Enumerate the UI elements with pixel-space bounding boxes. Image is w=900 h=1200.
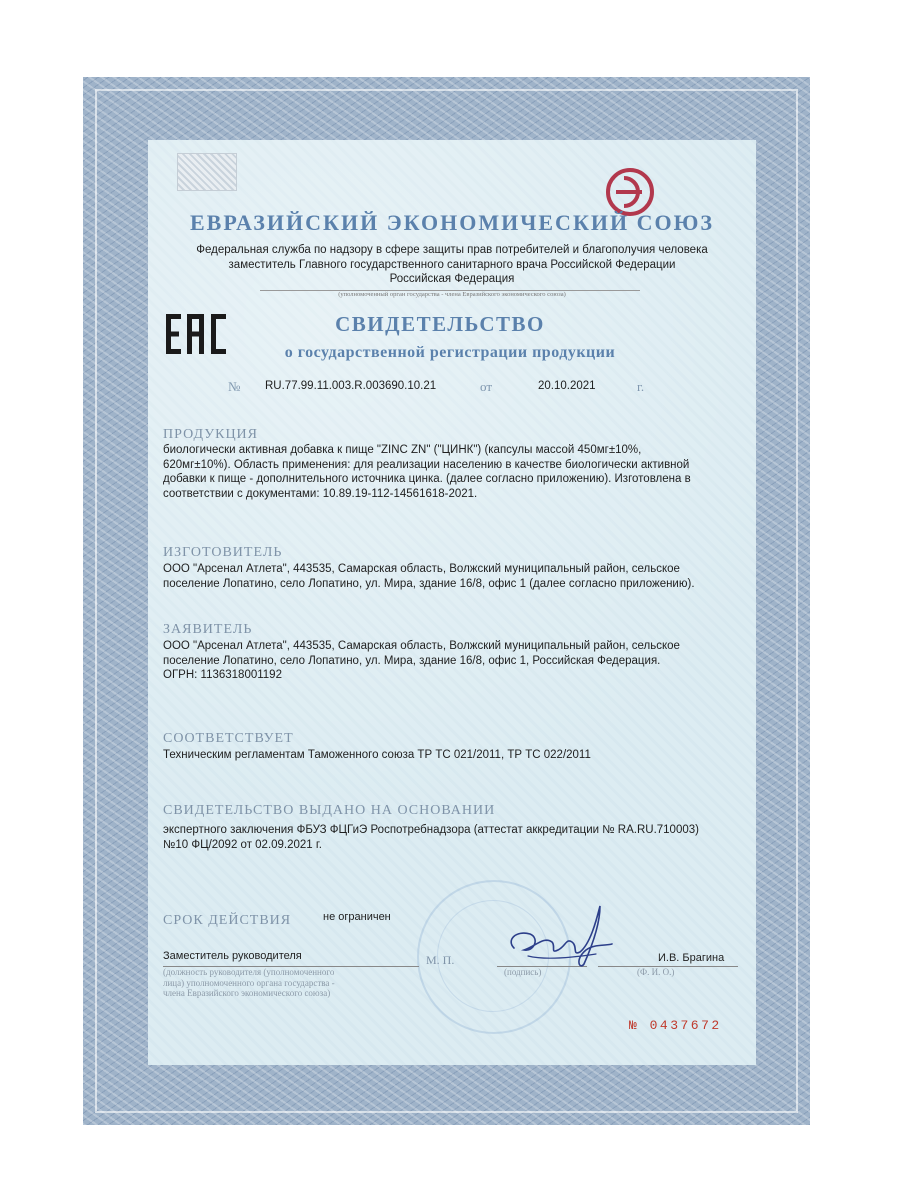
agency-block — [150, 243, 754, 287]
manufacturer-line-1: ООО "Арсенал Атлета", 443535, Самарская область, Волжский муниципальный район, сельское — [163, 563, 680, 575]
applicant-line-2: поселение Лопатино, село Лопатино, ул. Мира, здание 16/8, офис 1, Российская Федерация. — [163, 654, 661, 667]
product-line-3: добавки к пище - дополнительного источника цинка. (далее согласно приложению). Изготовлена в — [163, 473, 691, 486]
signatory-name: И.В. Брагина — [658, 952, 725, 964]
position-hint-line-3: члена Евразийского экономического союза) — [163, 988, 331, 998]
basis-text — [163, 823, 755, 852]
manufacturer-label: ИЗГОТОВИТЕЛЬ — [163, 545, 283, 560]
union-title: ЕВРАЗИЙСКИЙ ЭКОНОМИЧЕСКИЙ СОЮЗ — [189, 210, 715, 235]
applicant-label: ЗАЯВИТЕЛЬ — [163, 622, 253, 637]
agency-hint: (уполномоченный орган государства - члена Евразийского экономического союза) — [338, 291, 566, 298]
product-text — [163, 443, 755, 501]
product-line-2: 620мг±10%). Область применения: для реализации населению в качестве биологически активной — [163, 458, 690, 471]
basis-line-2: №10 ФЦ/2092 от 02.09.2021 г. — [163, 838, 322, 851]
agency-line-1: Федеральная служба по надзору в сфере защиты прав потребителей и благополучия человека — [196, 244, 708, 256]
manufacturer-text — [163, 562, 755, 591]
certificate-date: 20.10.2021 — [538, 380, 596, 392]
conformity-text: Техническим регламентам Таможенного союза ТР ТС 021/2011, ТР ТС 022/2011 — [163, 749, 591, 761]
position-hint — [163, 967, 335, 999]
agency-line-2: заместитель Главного государственного санитарного врача Российской Федерации — [228, 258, 676, 271]
signatory-position: Заместитель руководителя — [163, 950, 302, 962]
date-label: от — [480, 379, 493, 394]
certificate-title: СВИДЕТЕЛЬСТВО — [335, 312, 545, 336]
signature-hint: (подпись) — [504, 967, 542, 977]
number-label: № — [228, 379, 241, 394]
certificate-subtitle: о государственной регистрации продукции — [284, 344, 616, 361]
seal-place-label: М. П. — [426, 953, 455, 967]
validity-label: СРОК ДЕЙСТВИЯ — [163, 913, 292, 928]
product-line-4: соответствии с документами: 10.89.19-112-14561618-2021. — [163, 487, 478, 500]
product-line-1: биологически активная добавка к пище "ZINC ZN" ("ЦИНК") (капсулы массой 450мг±10%, — [163, 444, 642, 456]
applicant-text — [163, 639, 755, 683]
certificate-number: RU.77.99.11.003.R.003690.10.21 — [265, 380, 437, 392]
eac-logo-icon — [164, 312, 234, 356]
basis-label: СВИДЕТЕЛЬСТВО ВЫДАНО НА ОСНОВАНИИ — [163, 803, 496, 818]
position-hint-line-1: (должность руководителя (уполномоченного — [163, 967, 335, 977]
manufacturer-line-2: поселение Лопатино, село Лопатино, ул. Мира, здание 16/8, офис 1 (далее согласно приложению). — [163, 577, 695, 590]
form-serial-number: № 0437672 — [629, 1018, 722, 1033]
applicant-line-1: ООО "Арсенал Атлета", 443535, Самарская область, Волжский муниципальный район, сельское — [163, 640, 680, 652]
name-hint: (Ф. И. О.) — [637, 967, 675, 977]
hologram-sticker — [177, 153, 237, 191]
applicant-line-3: ОГРН: 1136318001192 — [163, 669, 282, 682]
agency-line-3: Российская Федерация — [389, 273, 515, 285]
basis-line-1: экспертного заключения ФБУЗ ФЦГиЭ Роспотребнадзора (аттестат аккредитации № RA.RU.710003) — [163, 824, 699, 836]
validity-value: не ограничен — [323, 911, 391, 923]
position-hint-line-2: лица) уполномоченного органа государства - — [163, 977, 335, 988]
year-suffix: г. — [637, 379, 645, 394]
conformity-label: СООТВЕТСТВУЕТ — [163, 731, 294, 746]
product-label: ПРОДУКЦИЯ — [163, 427, 259, 442]
handwritten-signature — [500, 898, 620, 978]
